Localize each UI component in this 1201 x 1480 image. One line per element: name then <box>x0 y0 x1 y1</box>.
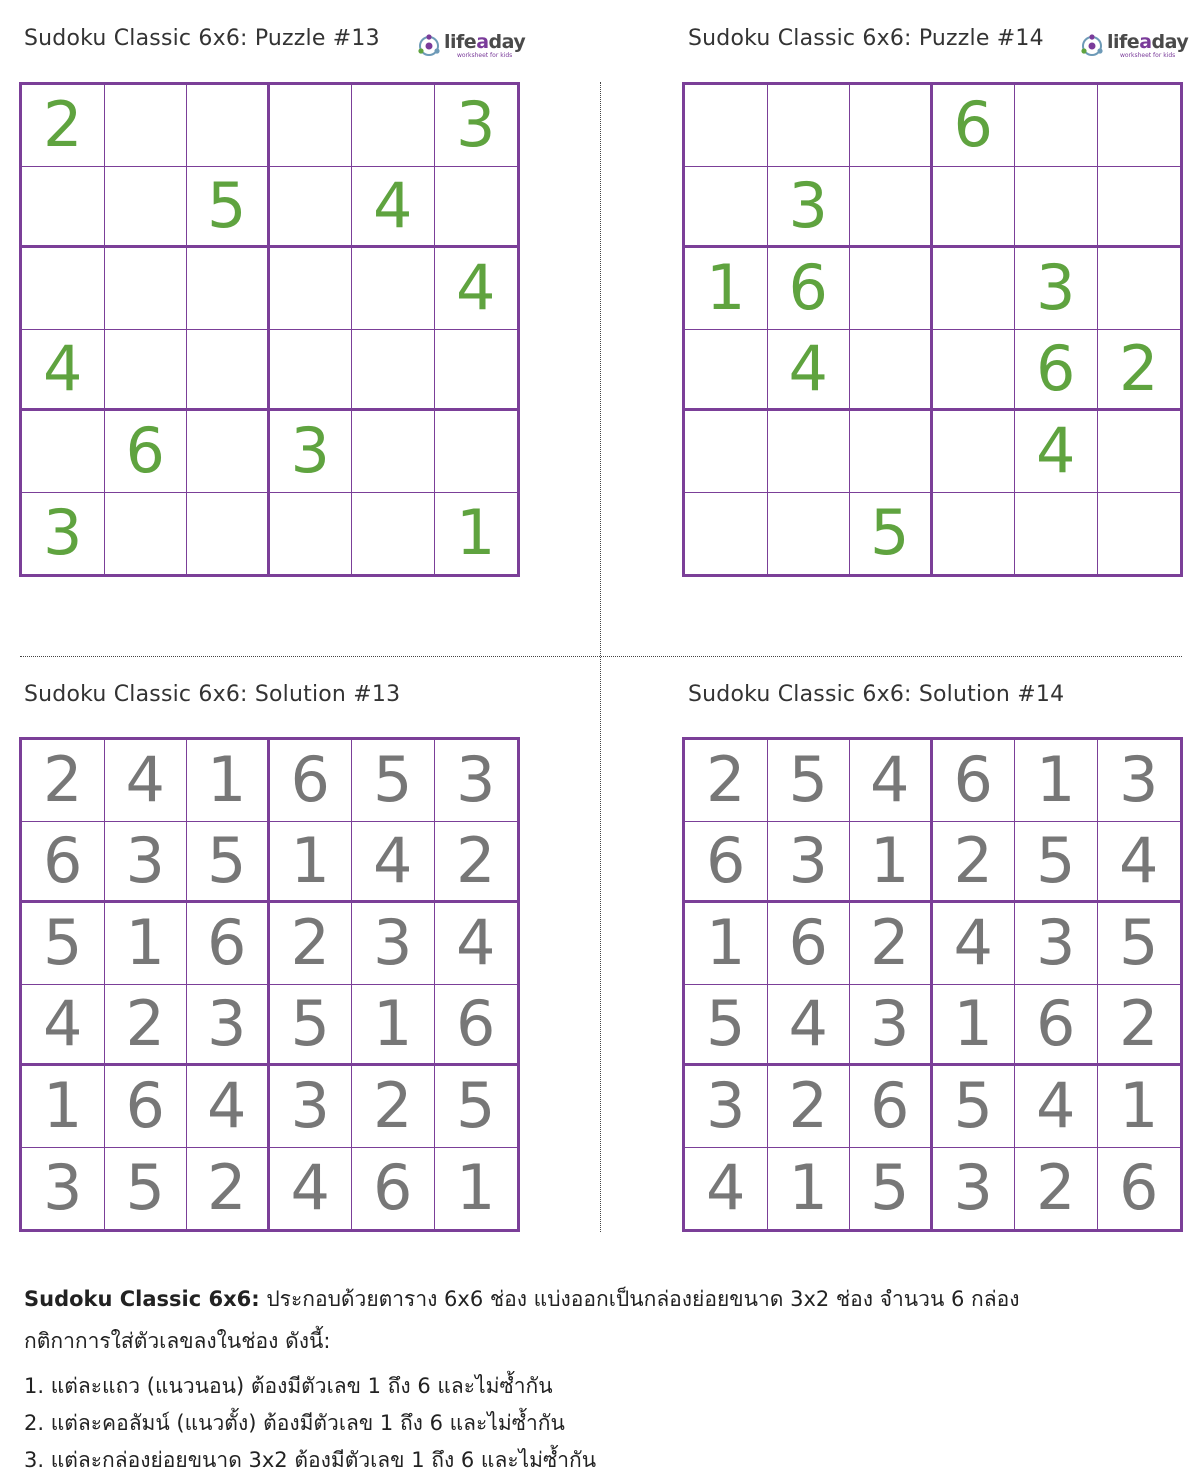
grid-cell <box>685 411 768 493</box>
grid-cell <box>105 167 188 249</box>
grid-cell: 5 <box>105 1148 188 1230</box>
grid-cell <box>352 411 435 493</box>
grid-cell: 5 <box>352 740 435 822</box>
grid-cell: 1 <box>456 496 496 570</box>
grid-cell: 6 <box>933 740 1016 822</box>
grid-cell: 4 <box>22 985 105 1067</box>
grid-cell: 3 <box>768 167 851 249</box>
grid-cell: 4 <box>352 822 435 904</box>
grid-cell: 4 <box>352 167 435 249</box>
brand-name-part2: a <box>1139 31 1152 53</box>
grid-cell: 6 <box>933 85 1016 167</box>
grid-cell: 6 <box>1119 1151 1159 1225</box>
grid-cell: 6 <box>270 740 353 822</box>
grid-cell <box>187 85 270 167</box>
grid-cell <box>352 330 435 412</box>
grid-cell: 4 <box>1015 1066 1098 1148</box>
grid-cell <box>1098 167 1181 249</box>
grid-cell: 3 <box>850 985 933 1067</box>
grid-cell <box>1015 493 1098 575</box>
grid-cell: 3 <box>22 493 105 575</box>
grid-cell <box>1098 493 1181 575</box>
grid-cell: 5 <box>22 903 105 985</box>
grid-cell: 1 <box>850 822 933 904</box>
rules-section <box>24 1282 1184 1479</box>
solution-13-grid <box>19 737 520 1232</box>
rule-item: 3. แต่ละกล่องย่อยขนาด 3x2 ต้องมีตัวเลข 1 ถึง 6 และไม่ซ้ำกัน <box>24 1448 597 1472</box>
grid-cell <box>685 167 768 249</box>
grid-cell: 5 <box>187 167 270 249</box>
rules-intro <box>24 1282 1184 1316</box>
grid-cell: 1 <box>187 740 270 822</box>
grid-cell: 3 <box>933 1148 1016 1230</box>
grid-cell <box>22 167 105 249</box>
grid-cell: 2 <box>187 1148 270 1230</box>
grid-cell: 6 <box>105 411 188 493</box>
grid-cell: 3 <box>1015 903 1098 985</box>
grid-cell: 6 <box>1015 330 1098 412</box>
grid-cell <box>187 411 270 493</box>
grid-cell: 5 <box>850 493 933 575</box>
grid-cell: 3 <box>270 411 353 493</box>
grid-cell: 3 <box>768 822 851 904</box>
grid-cell: 6 <box>435 985 518 1067</box>
grid-cell: 2 <box>105 985 188 1067</box>
grid-cell: 2 <box>768 1066 851 1148</box>
grid-cell <box>933 248 1016 330</box>
grid-cell: 4 <box>22 330 105 412</box>
solution-14-grid <box>682 737 1183 1232</box>
grid-cell: 6 <box>105 1066 188 1148</box>
grid-cell: 2 <box>1098 985 1181 1067</box>
grid-cell <box>685 85 768 167</box>
grid-cell: 5 <box>187 822 270 904</box>
grid-cell: 2 <box>352 1066 435 1148</box>
grid-cell <box>435 330 518 412</box>
rules-intro-2: กติกาการใส่ตัวเลขลงในช่อง ดังนี้: <box>24 1329 331 1353</box>
grid-cell <box>435 411 518 493</box>
grid-cell: 2 <box>270 903 353 985</box>
grid-cell <box>850 248 933 330</box>
grid-cell: 4 <box>187 1066 270 1148</box>
grid-cell: 5 <box>768 740 851 822</box>
grid-cell: 1 <box>685 248 768 330</box>
grid-cell: 3 <box>435 85 518 167</box>
brand-logo-2 <box>1079 33 1188 59</box>
grid-cell: 1 <box>933 985 1016 1067</box>
grid-cell: 2 <box>435 822 518 904</box>
grid-cell <box>1015 85 1098 167</box>
grid-cell: 5 <box>270 985 353 1067</box>
grid-cell: 5 <box>1015 822 1098 904</box>
grid-cell <box>270 167 353 249</box>
grid-cell: 6 <box>352 1148 435 1230</box>
rules-list <box>24 1368 1184 1479</box>
grid-cell <box>22 411 105 493</box>
lifeaday-logo-icon <box>1079 33 1105 59</box>
puzzle-13-grid <box>19 82 520 577</box>
grid-cell: 4 <box>768 985 851 1067</box>
solution-14-title: Sudoku Classic 6x6: Solution #14 <box>688 682 1065 707</box>
brand-name-part3: day <box>1151 31 1189 53</box>
grid-cell <box>768 85 851 167</box>
grid-cell: 3 <box>435 740 518 822</box>
grid-cell <box>933 493 1016 575</box>
grid-cell: 6 <box>768 248 851 330</box>
grid-cell: 3 <box>352 903 435 985</box>
grid-cell: 1 <box>685 903 768 985</box>
grid-cell: 1 <box>270 822 353 904</box>
grid-cell: 4 <box>933 903 1016 985</box>
brand-name-part1: life <box>444 31 477 53</box>
grid-cell: 1 <box>1098 1066 1181 1148</box>
grid-cell <box>1098 248 1181 330</box>
grid-cell <box>187 493 270 575</box>
grid-cell: 6 <box>850 1066 933 1148</box>
lifeaday-logo-icon <box>416 33 442 59</box>
grid-cell <box>1015 167 1098 249</box>
grid-cell: 1 <box>105 903 188 985</box>
grid-cell <box>933 411 1016 493</box>
grid-cell: 5 <box>1098 903 1181 985</box>
grid-cell <box>270 248 353 330</box>
grid-cell: 2 <box>1015 1148 1098 1230</box>
grid-cell: 6 <box>22 822 105 904</box>
puzzle-13-title: Sudoku Classic 6x6: Puzzle #13 <box>24 26 380 51</box>
grid-cell: 6 <box>187 903 270 985</box>
rule-item: 1. แต่ละแถว (แนวนอน) ต้องมีตัวเลข 1 ถึง 6 และไม่ซ้ำกัน <box>24 1374 553 1398</box>
grid-cell <box>352 248 435 330</box>
grid-cell: 4 <box>850 740 933 822</box>
grid-cell: 4 <box>105 740 188 822</box>
grid-cell <box>105 85 188 167</box>
grid-cell: 4 <box>270 1148 353 1230</box>
grid-cell: 4 <box>768 330 851 412</box>
rules-intro-text: ประกอบด้วยตาราง 6x6 ช่อง แบ่งออกเป็นกล่องย่อยขนาด 3x2 ช่อง จำนวน 6 กล่อง <box>259 1287 1020 1311</box>
brand-logo <box>416 33 525 59</box>
puzzle-14-title: Sudoku Classic 6x6: Puzzle #14 <box>688 26 1044 51</box>
grid-cell: 5 <box>435 1066 518 1148</box>
grid-cell: 2 <box>685 740 768 822</box>
grid-cell: 4 <box>685 1148 768 1230</box>
brand-name-part3: day <box>488 31 526 53</box>
brand-name-part1: life <box>1107 31 1140 53</box>
grid-cell <box>850 330 933 412</box>
grid-cell: 1 <box>456 1151 496 1225</box>
grid-cell <box>22 248 105 330</box>
grid-cell <box>270 85 353 167</box>
grid-cell: 1 <box>352 985 435 1067</box>
grid-cell <box>105 330 188 412</box>
grid-cell <box>850 411 933 493</box>
grid-cell: 4 <box>435 248 518 330</box>
solution-13-title: Sudoku Classic 6x6: Solution #13 <box>24 682 401 707</box>
grid-cell: 3 <box>187 985 270 1067</box>
grid-cell: 2 <box>850 903 933 985</box>
grid-cell: 4 <box>1015 411 1098 493</box>
grid-cell <box>768 493 851 575</box>
grid-cell: 5 <box>685 985 768 1067</box>
grid-cell: 6 <box>768 903 851 985</box>
grid-cell: 2 <box>22 85 105 167</box>
grid-cell <box>685 493 768 575</box>
grid-cell: 2 <box>1098 330 1181 412</box>
grid-cell <box>270 330 353 412</box>
vertical-divider <box>600 82 601 1232</box>
grid-cell: 1 <box>768 1148 851 1230</box>
grid-cell <box>270 493 353 575</box>
horizontal-divider <box>20 656 1182 657</box>
rule-item: 2. แต่ละคอลัมน์ (แนวตั้ง) ต้องมีตัวเลข 1 ถึง 6 และไม่ซ้ำกัน <box>24 1411 565 1435</box>
grid-cell: 2 <box>22 740 105 822</box>
grid-cell <box>685 330 768 412</box>
grid-cell: 3 <box>22 1148 105 1230</box>
grid-cell: 5 <box>850 1148 933 1230</box>
grid-cell: 5 <box>933 1066 1016 1148</box>
grid-cell: 2 <box>933 822 1016 904</box>
grid-cell: 1 <box>1015 740 1098 822</box>
grid-cell <box>850 167 933 249</box>
brand-name-part2: a <box>476 31 489 53</box>
grid-cell: 3 <box>685 1066 768 1148</box>
brand-tagline: worksheet for kids <box>1119 52 1176 59</box>
grid-cell <box>187 330 270 412</box>
grid-cell <box>1098 85 1181 167</box>
grid-cell: 6 <box>685 822 768 904</box>
grid-cell: 3 <box>1098 740 1181 822</box>
grid-cell: 4 <box>1098 822 1181 904</box>
grid-cell <box>187 248 270 330</box>
grid-cell <box>105 493 188 575</box>
grid-cell <box>768 411 851 493</box>
grid-cell: 6 <box>1015 985 1098 1067</box>
rules-heading: Sudoku Classic 6x6: <box>24 1287 260 1311</box>
grid-cell: 1 <box>22 1066 105 1148</box>
grid-cell <box>352 493 435 575</box>
grid-cell <box>933 167 1016 249</box>
grid-cell: 3 <box>105 822 188 904</box>
grid-cell <box>933 330 1016 412</box>
grid-cell: 3 <box>270 1066 353 1148</box>
grid-cell <box>435 167 518 249</box>
grid-cell <box>352 85 435 167</box>
grid-cell: 4 <box>435 903 518 985</box>
grid-cell <box>105 248 188 330</box>
grid-cell <box>1098 411 1181 493</box>
puzzle-14-grid <box>682 82 1183 577</box>
brand-tagline: worksheet for kids <box>456 52 513 59</box>
grid-cell: 3 <box>1015 248 1098 330</box>
grid-cell <box>850 85 933 167</box>
